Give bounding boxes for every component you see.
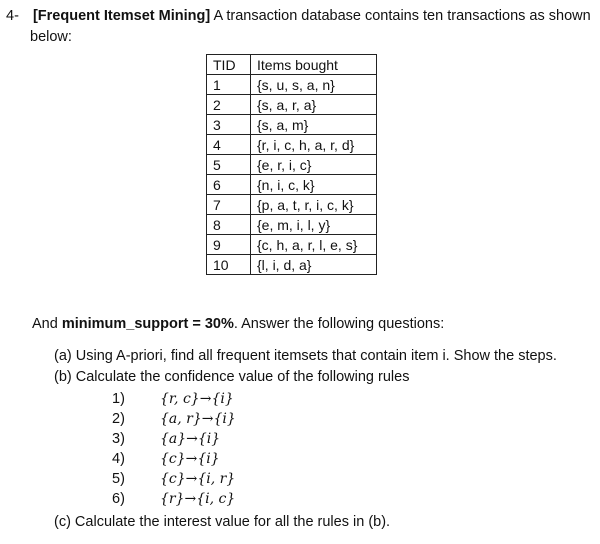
table-row: [207, 235, 377, 255]
table-row: [207, 175, 377, 195]
table-cell-tid: 7: [207, 195, 251, 215]
table-row: [207, 195, 377, 215]
part-c: (c) Calculate the interest value for all the rules in (b).: [54, 514, 391, 530]
minimum-support-line: [32, 314, 444, 334]
question-intro-line1: A transaction database contains ten transactions as shown: [213, 8, 591, 24]
table-cell-tid: 3: [207, 115, 251, 135]
rule-number: 1): [112, 391, 125, 407]
table-cell-items: {e, m, i, l, y}: [251, 215, 377, 235]
rule-expression: {r}→{i, c}: [160, 491, 236, 507]
table-row: [207, 95, 377, 115]
table-row: [207, 255, 377, 275]
part-b: (b) Calculate the confidence value of the following rules: [54, 369, 410, 385]
rule-number: 6): [112, 491, 125, 507]
table-header-items: Items bought: [251, 55, 377, 75]
table-cell-tid: 9: [207, 235, 251, 255]
table-cell-items: {s, u, s, a, n}: [251, 75, 377, 95]
rule-expression: {a}→{i}: [160, 431, 221, 447]
table-cell-tid: 5: [207, 155, 251, 175]
support-suffix: . Answer the following questions:: [233, 316, 445, 332]
table-cell-tid: 10: [207, 255, 251, 275]
rule-number: 3): [112, 431, 125, 447]
question-title: [Frequent Itemset Mining]: [32, 8, 211, 24]
table-cell-items: {r, i, c, h, a, r, d}: [251, 135, 377, 155]
rule-expression: {c}→{i}: [160, 451, 220, 467]
table-header-tid: TID: [207, 55, 251, 75]
part-a: (a) Using A-priori, find all frequent itemsets that contain item i. Show the steps.: [54, 348, 557, 364]
support-label: minimum_support = 30%: [61, 316, 234, 332]
table-row: [207, 135, 377, 155]
table-row: [207, 75, 377, 95]
table-cell-items: {c, h, a, r, l, e, s}: [251, 235, 377, 255]
table-cell-tid: 8: [207, 215, 251, 235]
rule-expression: {a, r}→{i}: [160, 411, 236, 427]
table-row: [207, 215, 377, 235]
table-row: [207, 155, 377, 175]
rule-number: 4): [112, 451, 125, 467]
table-row: [207, 115, 377, 135]
table-cell-items: {e, r, i, c}: [251, 155, 377, 175]
table-cell-tid: 1: [207, 75, 251, 95]
question-number: 4-: [6, 8, 19, 24]
rule-expression: {r, c}→{i}: [160, 391, 234, 407]
table-header-row: [207, 55, 377, 75]
rule-number: 2): [112, 411, 125, 427]
question-intro-line2: below:: [30, 29, 72, 45]
rule-number: 5): [112, 471, 125, 487]
table-cell-tid: 2: [207, 95, 251, 115]
table-cell-items: {l, i, d, a}: [251, 255, 377, 275]
table-cell-items: {n, i, c, k}: [251, 175, 377, 195]
table-cell-tid: 6: [207, 175, 251, 195]
support-prefix: And: [32, 316, 62, 332]
transaction-table: [206, 54, 377, 275]
table-cell-items: {p, a, t, r, i, c, k}: [251, 195, 377, 215]
question-heading: [6, 6, 594, 48]
table-cell-items: {s, a, m}: [251, 115, 377, 135]
table-cell-tid: 4: [207, 135, 251, 155]
table-cell-items: {s, a, r, a}: [251, 95, 377, 115]
rule-expression: {c}→{i, r}: [160, 471, 236, 487]
